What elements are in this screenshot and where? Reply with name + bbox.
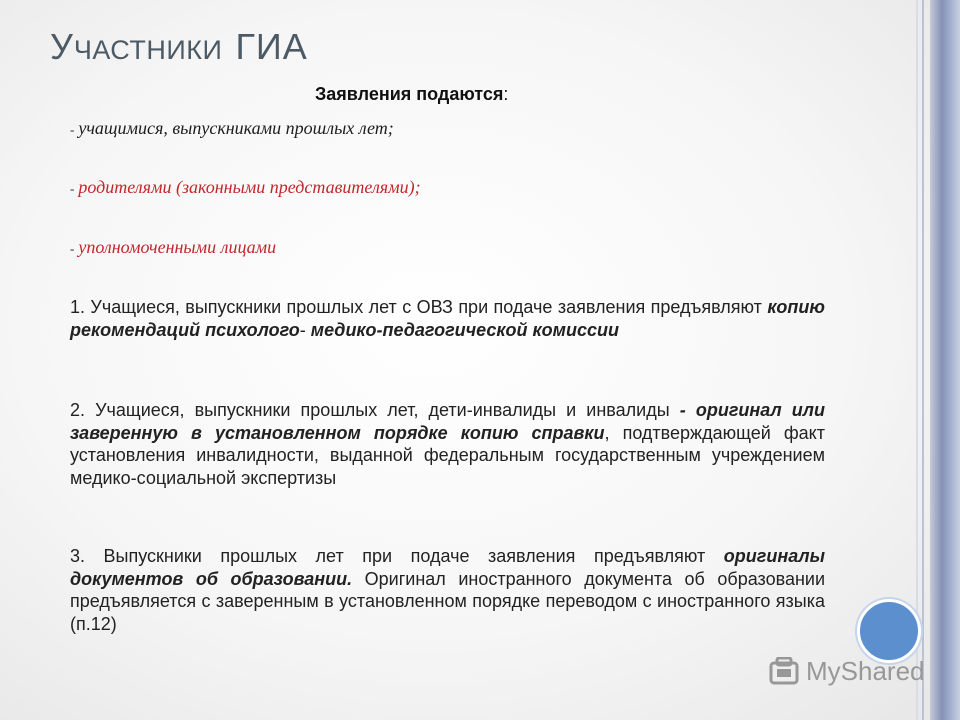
paragraph-1: [70, 296, 825, 341]
paragraph-text: -: [299, 319, 306, 340]
paragraph-text: 2. Учащиеся, выпускники прошлых лет, дети-инвалиды и инвалиды: [70, 400, 680, 420]
paragraph-text: , подтверждающей факт установления инвалидности, выданной федеральным государственным учреждением медико-социальной экспертизы: [70, 422, 825, 488]
paragraph-emphasis: медико-педагогической комиссии: [310, 319, 619, 340]
paragraph-emphasis: оригиналы документов об образовании.: [70, 546, 825, 589]
list-dash: -: [70, 122, 75, 137]
frame-line: [922, 0, 924, 720]
list-item: [70, 177, 421, 198]
title-first-letter: У: [50, 26, 74, 67]
heading-text: Заявления подаются: [315, 84, 504, 104]
slide-title: [50, 26, 308, 68]
list-item-text: уполномоченными лицами: [78, 237, 277, 257]
slide-frame-border: [930, 0, 960, 720]
watermark: [768, 656, 925, 687]
paragraph-emphasis: копию рекомендаций психолого: [70, 297, 825, 340]
paragraph-text: Оригинал иностранного документа об образовании предъявляется с заверенным в установленном порядке переводом с иностранного языка (п.12): [70, 568, 826, 634]
decorative-circle: [857, 599, 921, 663]
section-heading: [315, 84, 508, 105]
list-dash: -: [70, 181, 75, 196]
title-abbr: ГИА: [235, 26, 308, 67]
list-item: [70, 118, 394, 139]
watermark-text: MyShared: [806, 656, 925, 686]
frame-line: [916, 0, 918, 720]
paragraph-2: [70, 399, 825, 489]
list-dash: -: [70, 241, 75, 256]
heading-colon: :: [503, 84, 509, 104]
paragraph-3: [70, 545, 825, 635]
title-small-caps: ЧАСТНИКИ: [73, 35, 223, 65]
list-item-text: родителями (законными представителями);: [78, 177, 421, 197]
list-item: [70, 237, 276, 258]
myshared-logo-icon: [768, 657, 800, 687]
paragraph-text: 3. Выпускники прошлых лет при подаче заявления предъявляют: [70, 546, 724, 566]
paragraph-text: 1. Учащиеся, выпускники прошлых лет с ОВЗ при подаче заявления предъявляют: [70, 297, 768, 317]
list-item-text: учащимися, выпускниками прошлых лет;: [78, 118, 394, 138]
paragraph-emphasis: - оригинал или заверенную в установленном порядке копию справки: [70, 400, 825, 443]
